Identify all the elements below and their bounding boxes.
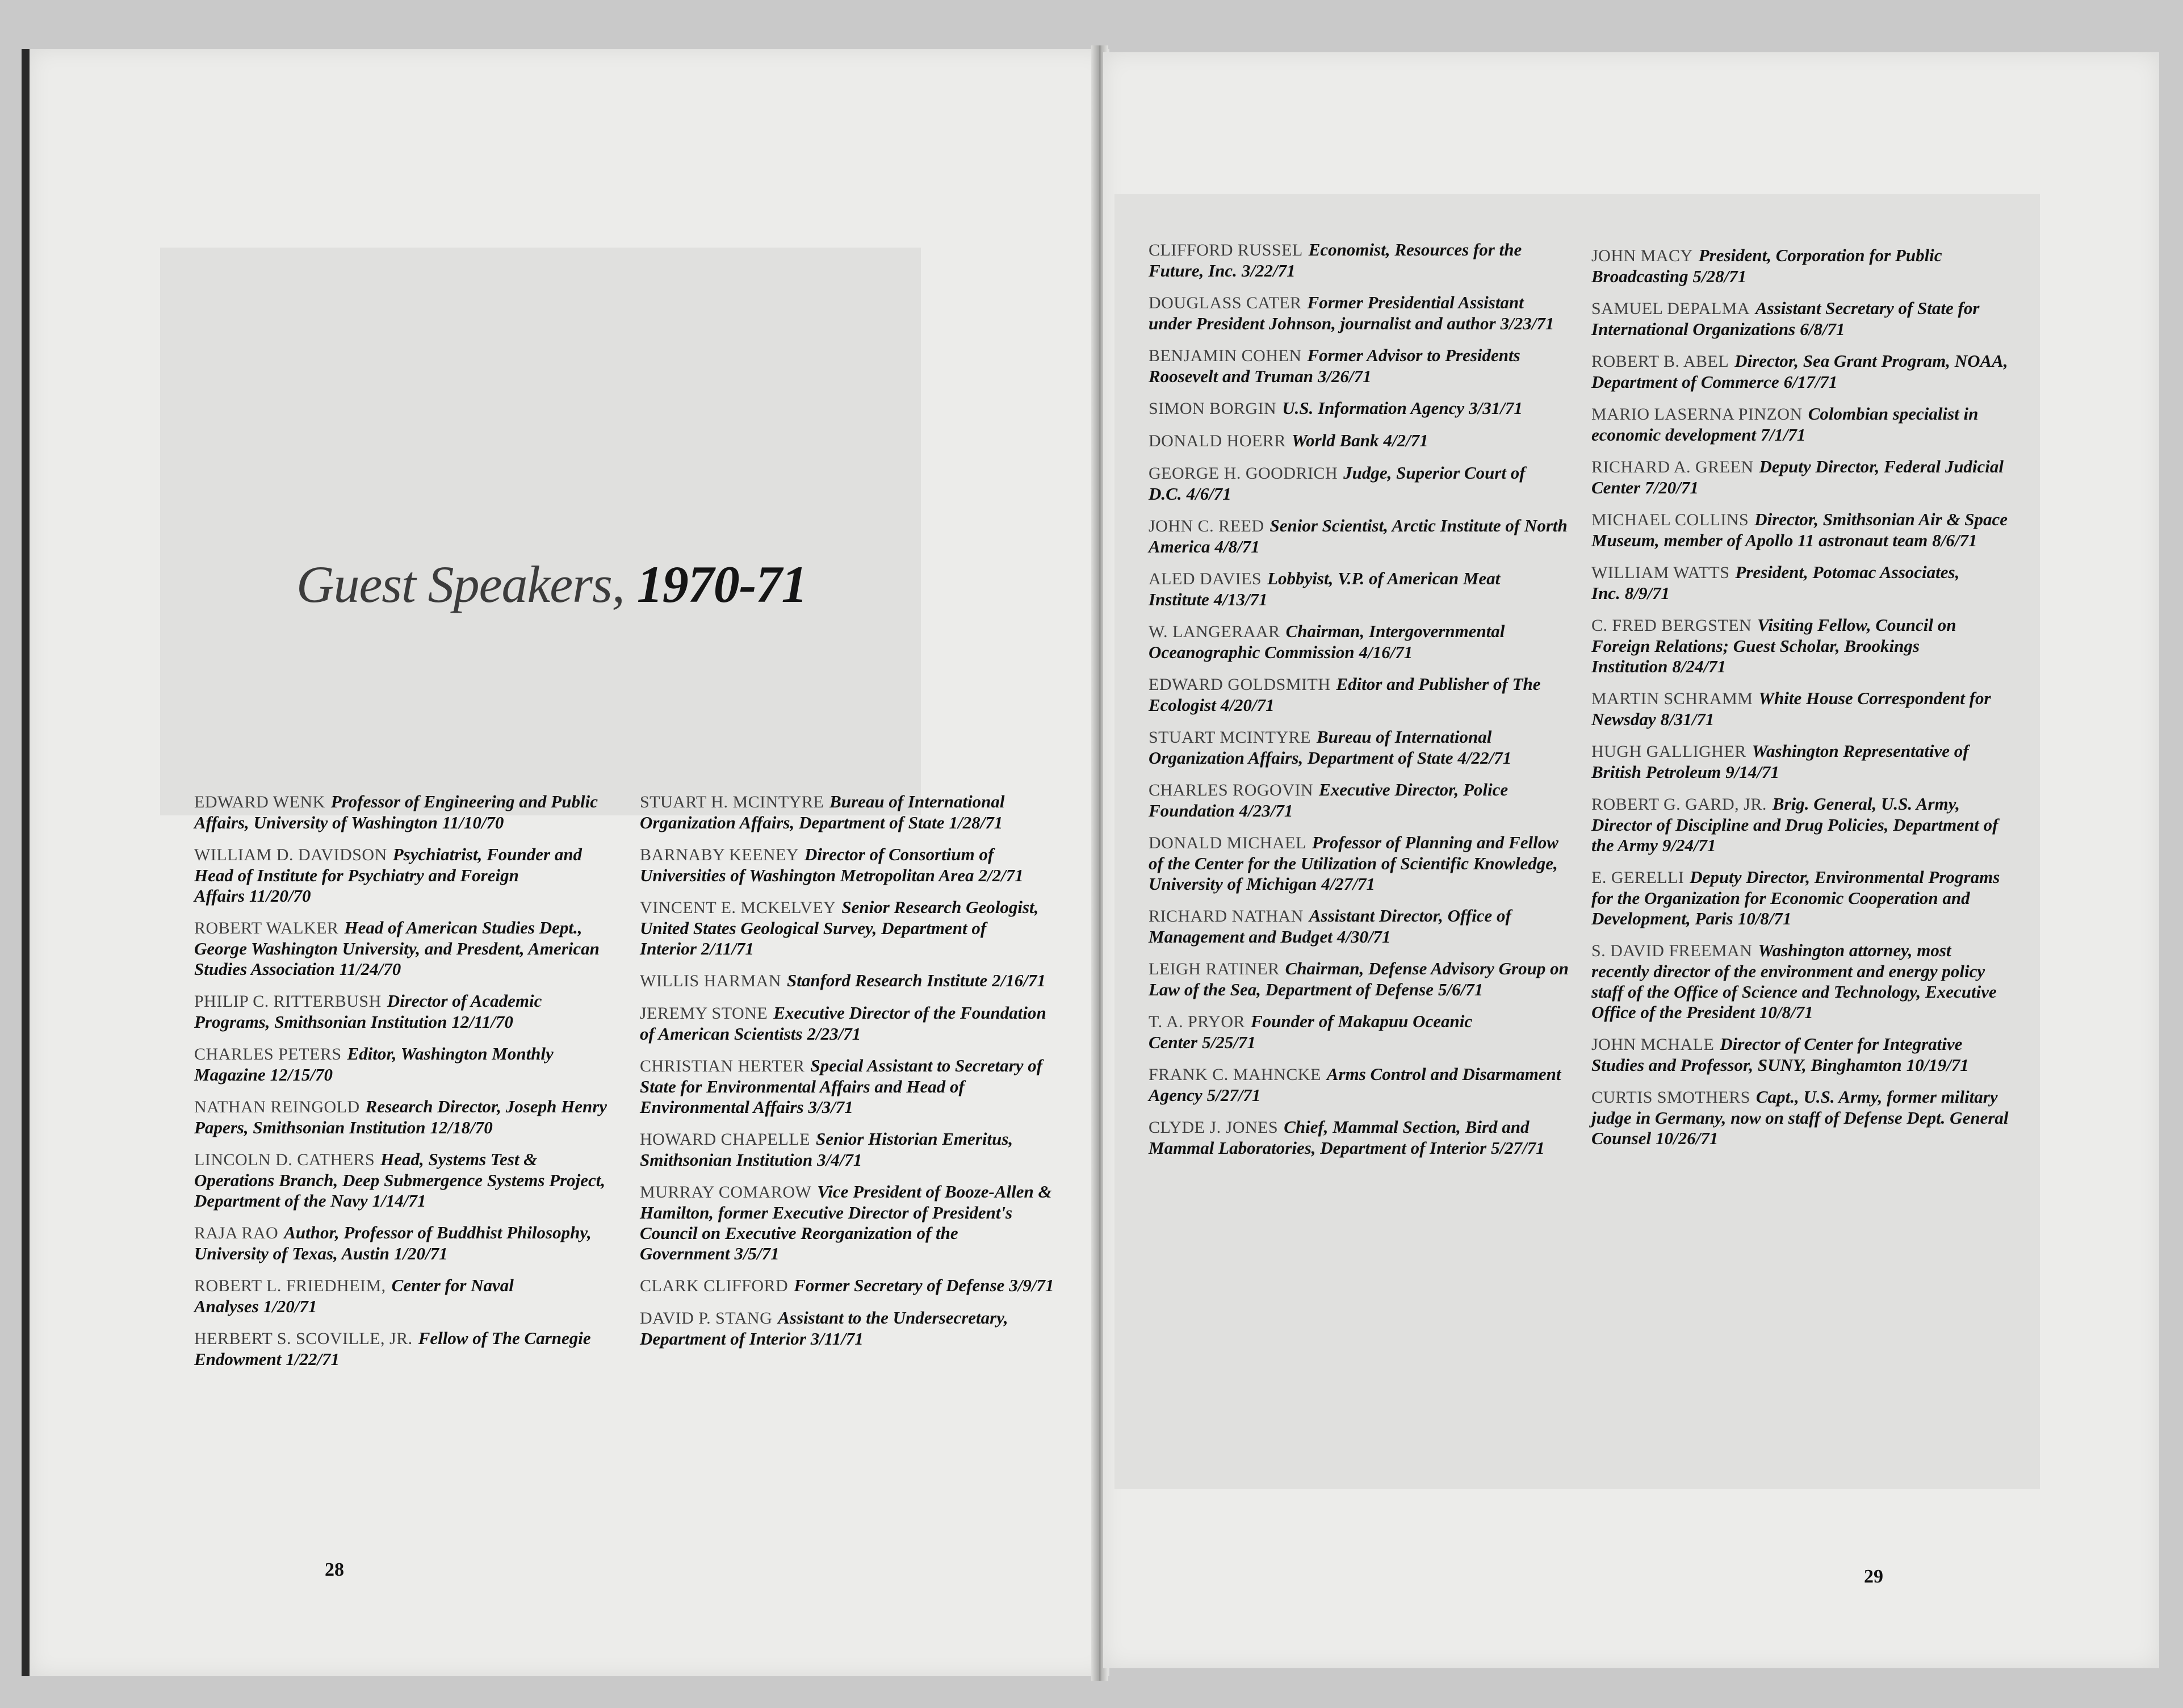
speaker-entry [1149,832,1569,894]
speaker-entry [1149,1117,1569,1158]
page-number-right: 29 [1864,1566,1883,1587]
speaker-name: T. A. PRYOR [1149,1012,1245,1031]
speaker-entry [1149,240,1569,281]
speaker-date: 4/30/71 [1336,927,1391,947]
speaker-date: 3/23/71 [1500,313,1555,333]
speaker-entry [1591,940,2012,1023]
speaker-entry [1591,1087,2012,1149]
speaker-entry [194,991,614,1032]
speaker-date: 4/23/71 [1239,801,1293,820]
speaker-date: 4/20/71 [1220,695,1275,715]
speaker-name: MICHAEL COLLINS [1591,510,1749,529]
speaker-entry [1149,621,1569,663]
speaker-description: Former Advisor to Presidents Roosevelt and Truman [1149,345,1520,386]
speaker-description: Professor of Engineering and Public Affairs, University of Washington [194,792,598,832]
speaker-name: C. FRED BERGSTEN [1591,616,1752,635]
speaker-date: 1/20/71 [393,1244,448,1263]
speaker-date: 4/27/71 [1321,874,1375,894]
speaker-date: 4/6/71 [1186,484,1231,504]
speaker-name: SAMUEL DEPALMA [1591,299,1750,318]
speaker-entry [1591,1034,2012,1075]
speaker-entry [194,1223,614,1264]
speaker-description: President, Corporation for Public Broadcasting [1591,245,1942,286]
bleed-through-shade [160,248,921,815]
speaker-description: Executive Director, Police Foundation [1149,780,1509,820]
speaker-entry [1591,245,2012,287]
speaker-description: Judge, Superior Court of D.C. [1149,463,1526,504]
speaker-description: Chief, Mammal Section, Bird and Mammal Laboratories, Department of Interior [1149,1117,1530,1158]
speaker-date: 8/6/71 [1932,530,1977,550]
speaker-date: 1/28/71 [949,813,1003,832]
speaker-name: NATHAN REINGOLD [194,1098,360,1116]
speaker-description: Deputy Director, Federal Judicial Center [1591,457,2004,497]
speaker-description: U.S. Information Agency [1282,398,1465,418]
speaker-description: Lobbyist, V.P. of American Meat Institute [1149,568,1501,609]
speaker-date: 2/16/71 [992,970,1046,990]
speaker-date: 2/23/71 [807,1024,861,1044]
speaker-description: Executive Director of the Foundation of American Scientists [640,1003,1046,1044]
speaker-description: Fellow of The Carnegie Endowment [194,1328,591,1369]
speaker-date: 8/24/71 [1672,656,1727,676]
speaker-description: Chairman, Defense Advisory Group on Law of the Sea, Department of Defense [1149,958,1569,999]
speaker-date: 5/6/71 [1438,979,1484,999]
speaker-description: Assistant Director, Office of Management and Budget [1149,906,1511,947]
speaker-name: VINCENT E. MCKELVEY [640,898,836,917]
speaker-name: CHRISTIAN HERTER [640,1057,805,1075]
speaker-entry [640,1308,1060,1349]
speaker-description: White House Correspondent for Newsday [1591,688,1991,729]
speaker-entry [1591,741,2012,782]
speaker-name: HUGH GALLIGHER [1591,742,1746,761]
speaker-date: 11/10/70 [442,813,504,832]
speaker-name: JOHN MACY [1591,246,1693,265]
speaker-date: 3/5/71 [734,1244,780,1263]
speaker-name: JEREMY STONE [640,1004,768,1023]
speaker-date: 7/1/71 [1761,425,1806,445]
speaker-entry [640,1056,1060,1117]
speaker-name: EDWARD GOLDSMITH [1149,675,1331,694]
speaker-description: Director, Sea Grant Program, NOAA, Department of Commerce [1591,351,2008,392]
speaker-date: 12/15/70 [270,1065,333,1085]
speaker-date: 3/22/71 [1241,261,1296,281]
speaker-name: LEIGH RATINER [1149,960,1280,978]
speaker-date: 10/8/71 [1737,909,1792,928]
speaker-entry [1591,298,2012,340]
speaker-description: Psychiatrist, Founder and Head of Institute for Psychiatry and Foreign Affairs [194,844,583,906]
speaker-date: 5/27/71 [1206,1085,1261,1105]
speaker-entry [1591,867,2012,929]
speaker-description: Washington attorney, most recently director of the environment and energy policy staff of the Office of Science and Technology, Executive Office of the President [1591,940,1997,1022]
speaker-description: Director of Consortium of Universities of Washington Metropolitan Area [640,844,994,885]
speaker-description: Special Assistant to Secretary of State for Environmental Affairs and Head of Environmental Affairs [640,1056,1043,1117]
speaker-entry [1149,345,1569,387]
speaker-name: EDWARD WENK [194,793,325,811]
speaker-date: 12/18/70 [430,1117,493,1137]
speaker-name: CHARLES PETERS [194,1045,342,1064]
speaker-entry [1149,958,1569,1000]
left-page [22,49,1109,1676]
speaker-description: Visiting Fellow, Council on Foreign Relations; Guest Scholar, Brookings Institution [1591,615,1956,676]
speaker-name: STUART MCINTYRE [1149,728,1311,747]
speaker-name: MURRAY COMAROW [640,1183,812,1202]
speaker-entry [640,844,1060,886]
speaker-entry [1149,292,1569,334]
speaker-description: Director, Smithsonian Air & Space Museum, member of Apollo 11 astronaut team [1591,509,2008,550]
speaker-date: 3/4/71 [817,1150,862,1170]
speaker-name: HERBERT S. SCOVILLE, JR. [194,1329,413,1348]
speaker-date: 4/8/71 [1214,537,1260,556]
speaker-date: 2/2/71 [978,865,1024,885]
speaker-description: Arms Control and Disarmament Agency [1149,1064,1561,1105]
speaker-entry [1149,516,1569,557]
speaker-entry [194,844,614,906]
speaker-date: 10/26/71 [1656,1128,1719,1148]
speaker-description: Center for Naval Analyses [194,1275,514,1316]
speaker-name: SIMON BORGIN [1149,399,1277,418]
speaker-name: BENJAMIN COHEN [1149,346,1302,365]
speaker-description: Economist, Resources for the Future, Inc. [1149,240,1522,281]
speaker-date: 3/26/71 [1317,366,1372,386]
speaker-name: STUART H. MCINTYRE [640,793,824,811]
speaker-name: LINCOLN D. CATHERS [194,1150,375,1169]
speaker-date: 4/2/71 [1383,430,1428,450]
speaker-entry [194,792,614,833]
speaker-date: 1/20/71 [263,1296,317,1316]
speaker-entry [194,1096,614,1138]
speaker-name: DONALD MICHAEL [1149,834,1306,852]
speaker-name: DAVID P. STANG [640,1309,773,1328]
speaker-entry [194,1275,614,1317]
speaker-entry [1149,398,1569,419]
speaker-name: RICHARD A. GREEN [1591,458,1754,476]
speaker-date: 3/3/71 [808,1097,853,1117]
speaker-name: ROBERT B. ABEL [1591,352,1729,371]
speaker-date: 1/22/71 [286,1349,340,1369]
speaker-name: ROBERT G. GARD, JR. [1591,795,1767,814]
speaker-description: Vice President of Booze-Allen & Hamilton, former Executive Director of President's Council on Executive Reorganization of the Government [640,1182,1052,1263]
speaker-description: Research Director, Joseph Henry Papers, Smithsonian Institution [194,1096,607,1137]
speaker-name: WILLIAM WATTS [1591,563,1730,582]
speaker-entry [194,918,614,979]
speaker-date: 9/14/71 [1725,762,1779,782]
speaker-name: S. DAVID FREEMAN [1591,941,1753,960]
speaker-entry [1149,463,1569,504]
speaker-date: 8/9/71 [1624,583,1670,603]
speaker-name: WILLIAM D. DAVIDSON [194,845,387,864]
speaker-description: Editor and Publisher of The Ecologist [1149,674,1541,715]
speaker-date: 2/11/71 [701,939,754,958]
speaker-entry [194,1149,614,1211]
speaker-name: W. LANGERAAR [1149,622,1280,641]
speaker-entry [640,1129,1060,1170]
speaker-name: DONALD HOERR [1149,432,1286,450]
speaker-name: JOHN MCHALE [1591,1035,1715,1054]
speaker-entry [1591,794,2012,856]
speaker-description: Capt., U.S. Army, former military judge in Germany, now on staff of Defense Dept. General Counsel [1591,1087,2009,1148]
speaker-date: 12/11/70 [451,1012,513,1032]
speaker-description: Washington Representative of British Petroleum [1591,741,1969,782]
speaker-date: 5/25/71 [1202,1032,1256,1052]
speaker-entry [1149,1064,1569,1106]
speaker-entry [640,1003,1060,1044]
page-title: Guest Speakers, 1970-71 [296,555,807,613]
speaker-entry [640,1275,1060,1296]
speaker-description: Chairman, Intergovernmental Oceanographic Commission [1149,621,1505,662]
speaker-description: World Bank [1291,430,1379,450]
speaker-name: ROBERT L. FRIEDHEIM, [194,1276,386,1295]
speaker-name: ALED DAVIES [1149,570,1262,588]
speaker-date: 8/31/71 [1660,709,1715,729]
speaker-description: Director of Academic Programs, Smithsonian Institution [194,991,542,1032]
speaker-name: CURTIS SMOTHERS [1591,1088,1750,1107]
speaker-entry [1149,430,1569,451]
speaker-name: JOHN C. REED [1149,517,1264,535]
speaker-entry [1149,674,1569,715]
speaker-description: Bureau of International Organization Affairs, Department of State [1149,727,1492,768]
speaker-entry [1591,404,2012,445]
speaker-entry [1591,688,2012,730]
speaker-date: 5/27/71 [1491,1138,1545,1158]
speaker-column-1 [194,792,614,1381]
speaker-description: Senior Research Geologist, United States Geological Survey, Department of Interior [640,897,1039,958]
speaker-name: E. GERELLI [1591,868,1685,887]
speaker-entry [640,970,1060,991]
speaker-entry [1149,1011,1569,1053]
speaker-date: 11/24/70 [339,959,401,979]
speaker-name: MARIO LASERNA PINZON [1591,405,1803,424]
speaker-description: Professor of Planning and Fellow of the Center for the Utilization of Scientific Knowledge, University of Michigan [1149,832,1558,894]
speaker-description: Senior Scientist, Arctic Institute of North America [1149,516,1568,556]
speaker-date: 11/20/70 [249,886,311,906]
speaker-description: Brig. General, U.S. Army, Director of Discipline and Drug Policies, Department of the Army [1591,794,1998,855]
speaker-description: Founder of Makapuu Oceanic Center [1149,1011,1473,1052]
speaker-entry [194,1328,614,1370]
speaker-description: Former Secretary of Defense [794,1275,1005,1295]
speaker-description: Senior Historian Emeritus, Smithsonian Institution [640,1129,1013,1170]
speaker-name: CLARK CLIFFORD [640,1276,789,1295]
speaker-column-2 [640,792,1060,1360]
speaker-description: Author, Professor of Buddhist Philosophy, University of Texas, Austin [194,1223,592,1263]
speaker-name: FRANK C. MAHNCKE [1149,1065,1321,1084]
speaker-name: WILLIS HARMAN [640,972,781,990]
speaker-date: 10/19/71 [1906,1055,1969,1075]
speaker-date: 4/22/71 [1457,748,1512,768]
speaker-description: Assistant to the Undersecretary, Department of Interior [640,1308,1008,1349]
speaker-name: HOWARD CHAPELLE [640,1130,810,1149]
speaker-description: President, Potomac Associates, Inc. [1591,562,1960,603]
speaker-date: 10/8/71 [1759,1002,1813,1022]
speaker-description: Editor, Washington Monthly Magazine [194,1044,554,1085]
speaker-date: 4/13/71 [1213,589,1268,609]
speaker-entry [640,1182,1060,1264]
speaker-column-4 [1591,245,2012,1160]
speaker-entry [1149,568,1569,610]
speaker-date: 3/11/71 [810,1329,864,1349]
speaker-entry [1591,509,2012,551]
speaker-description: Director of Center for Integrative Studies and Professor, SUNY, Binghamton [1591,1034,1963,1075]
speaker-entry [1591,457,2012,498]
speaker-description: Assistant Secretary of State for International Organizations [1591,298,1980,339]
speaker-entry [1591,615,2012,677]
speaker-name: MARTIN SCHRAMM [1591,689,1753,708]
speaker-date: 6/17/71 [1783,372,1838,392]
speaker-name: GEORGE H. GOODRICH [1149,464,1338,483]
speaker-name: DOUGLASS CATER [1149,294,1302,312]
speaker-name: RICHARD NATHAN [1149,907,1304,926]
speaker-name: PHILIP C. RITTERBUSH [194,992,382,1011]
speaker-date: 6/8/71 [1800,319,1845,339]
speaker-date: 9/24/71 [1662,835,1716,855]
speaker-name: BARNABY KEENEY [640,845,799,864]
speaker-name: CLIFFORD RUSSEL [1149,241,1303,259]
speaker-column-3 [1149,240,1569,1170]
speaker-name: RAJA RAO [194,1224,279,1242]
speaker-name: ROBERT WALKER [194,919,339,937]
speaker-description: Stanford Research Institute [786,970,988,990]
speaker-description: Head of American Studies Dept., George Washington University, and Presdent, American Studies Association [194,918,600,979]
speaker-date: 3/9/71 [1009,1275,1054,1295]
speaker-date: 3/31/71 [1469,398,1523,418]
speaker-description: Bureau of International Organization Affairs, Department of State [640,792,1005,832]
speaker-entry [1149,727,1569,768]
speaker-entry [1591,351,2012,392]
page-number-left: 28 [325,1559,344,1580]
speaker-entry [1149,906,1569,947]
speaker-entry [194,1044,614,1085]
right-page [1103,52,2159,1668]
speaker-entry [1149,780,1569,821]
speaker-date: 4/16/71 [1359,642,1413,662]
speaker-entry [640,792,1060,833]
speaker-entry [1591,562,2012,604]
speaker-name: CHARLES ROGOVIN [1149,781,1314,799]
speaker-date: 7/20/71 [1645,478,1699,497]
speaker-date: 5/28/71 [1692,266,1747,286]
speaker-description: Head, Systems Test & Operations Branch, Deep Submergence Systems Project, Department of the Navy [194,1149,606,1211]
speaker-description: Colombian specialist in economic development [1591,404,1979,445]
speaker-name: CLYDE J. JONES [1149,1118,1279,1137]
speaker-description: Former Presidential Assistant under President Johnson, journalist and author [1149,292,1524,333]
speaker-description: Deputy Director, Environmental Programs for the Organization for Economic Cooperation and Development, Paris [1591,867,2000,928]
speaker-date: 1/14/71 [372,1191,426,1211]
speaker-entry [640,897,1060,959]
